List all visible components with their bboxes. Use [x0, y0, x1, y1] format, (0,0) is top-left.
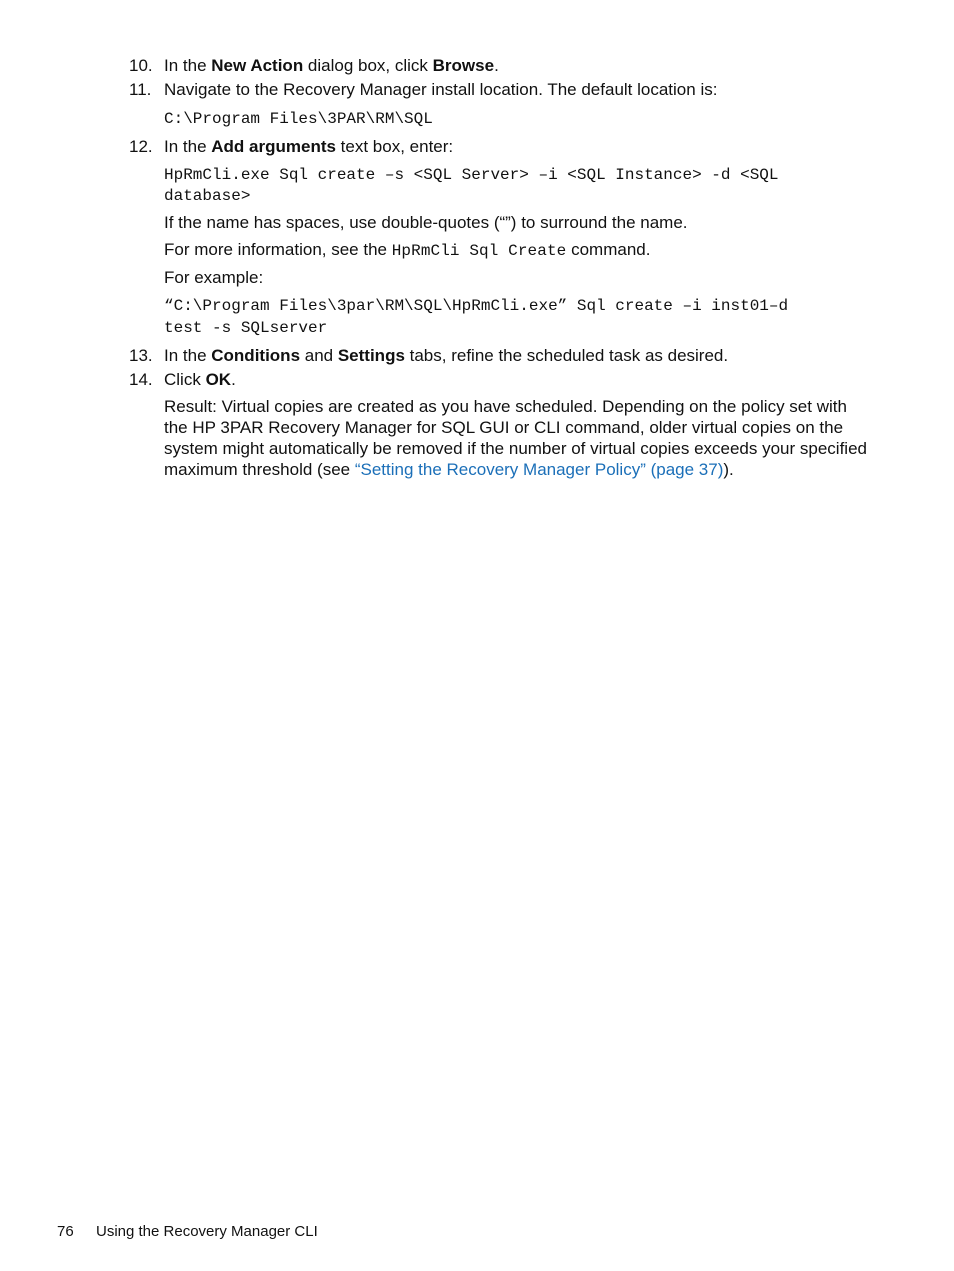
step-text: tabs, refine the scheduled task as desired.	[404, 346, 729, 365]
step-14-text	[164, 370, 236, 390]
footer-section-title: Using the Recovery Manager CLI	[96, 1223, 318, 1240]
step-12-text	[164, 137, 453, 157]
ui-label-ok: OK	[205, 370, 232, 389]
page-number: 76	[57, 1223, 74, 1240]
policy-page-link[interactable]: “Setting the Recovery Manager Policy” (page 37)	[354, 460, 724, 479]
step-text: In the	[164, 56, 212, 75]
step-number: 13.	[129, 346, 153, 365]
result-line-1: Result: Virtual copies are created as you have scheduled. Depending on the policy set with	[164, 397, 847, 416]
ui-label-add-arguments: Add arguments	[211, 137, 336, 156]
step-text: .	[231, 370, 236, 389]
ui-label-browse: Browse	[432, 56, 495, 75]
command-code-line-2: database>	[164, 187, 251, 205]
spaces-note: If the name has spaces, use double-quotes (“”) to surround the name.	[164, 213, 688, 232]
ui-label-new-action: New Action	[211, 56, 304, 75]
step-text: Click	[164, 370, 206, 389]
result-text: maximum threshold (see	[164, 460, 355, 479]
step-11-text: Navigate to the Recovery Manager install location. The default location is:	[164, 80, 718, 99]
step-number: 12.	[129, 137, 153, 156]
step-number: 10.	[129, 56, 153, 75]
step-number: 14.	[129, 370, 153, 389]
ui-label-conditions: Conditions	[211, 346, 301, 365]
step-number: 11.	[129, 80, 152, 99]
step-13-text	[164, 346, 728, 366]
step-text: dialog box, click	[303, 56, 433, 75]
step-text: and	[300, 346, 338, 365]
example-label: For example:	[164, 268, 264, 287]
step-text: .	[494, 56, 499, 75]
example-code-line-1: “C:\Program Files\3par\RM\SQL\HpRmCli.exe” Sql create –i inst01–d	[164, 297, 789, 315]
note-text: For more information, see the	[164, 240, 392, 259]
step-text: text box, enter:	[335, 137, 454, 156]
result-text: ).	[723, 460, 734, 479]
ui-label-settings: Settings	[337, 346, 405, 365]
more-info-note	[164, 240, 650, 261]
result-line-3: system might automatically be removed if the number of virtual copies exceeds your specified	[164, 439, 867, 458]
inline-command-code: HpRmCli Sql Create	[391, 242, 567, 260]
step-text: In the	[164, 137, 212, 156]
result-line-4	[164, 460, 734, 480]
note-text: command.	[566, 240, 651, 259]
step-10-text	[164, 56, 499, 76]
default-location-code: C:\Program Files\3PAR\RM\SQL	[164, 110, 433, 128]
example-code-line-2: test -s SQLserver	[164, 319, 328, 337]
result-line-2: the HP 3PAR Recovery Manager for SQL GUI or CLI command, older virtual copies on the	[164, 418, 844, 437]
command-code-line-1: HpRmCli.exe Sql create –s <SQL Server> –i <SQL Instance> -d <SQL	[164, 166, 779, 184]
step-text: In the	[164, 346, 212, 365]
